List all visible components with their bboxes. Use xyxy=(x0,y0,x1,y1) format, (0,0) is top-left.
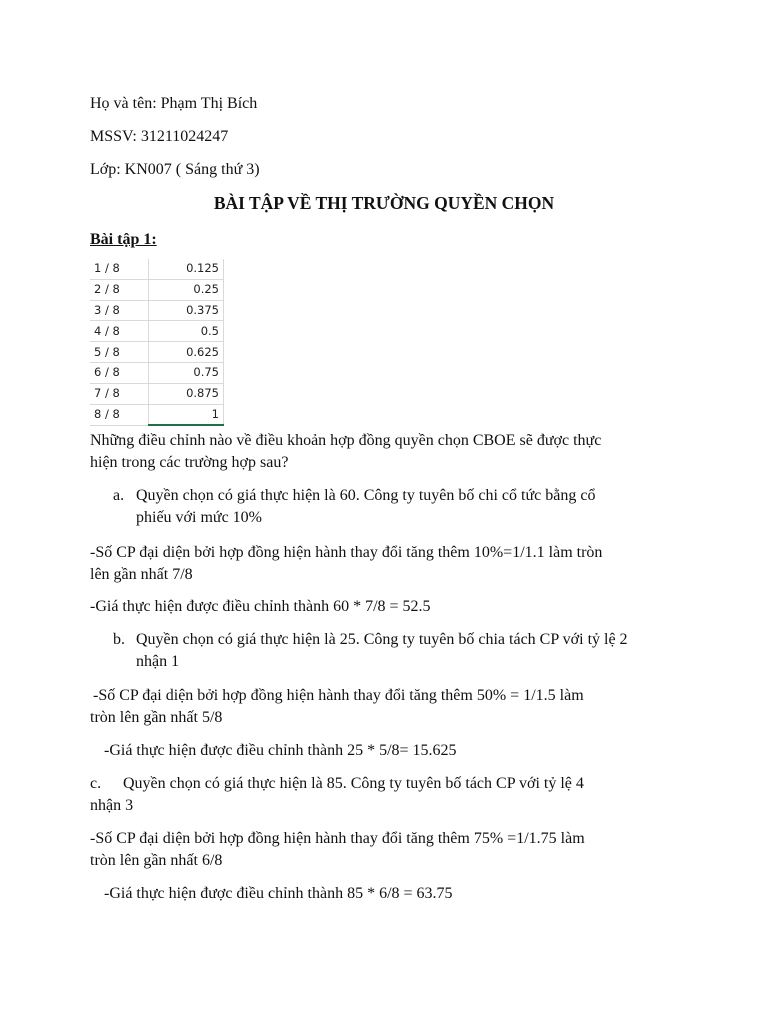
document-title: BÀI TẬP VỀ THỊ TRƯỜNG QUYỀN CHỌN xyxy=(213,193,555,213)
decimal-cell: 0.625 xyxy=(149,342,224,363)
item-c-line-1: Quyền chọn có giá thực hiện là 85. Công ty tuyên bố tách CP với tỷ lệ 4 xyxy=(123,775,584,792)
fraction-cell: 7 / 8 xyxy=(90,383,149,404)
decimal-cell: 0.125 xyxy=(149,259,224,279)
decimal-cell: 0.375 xyxy=(149,300,224,321)
item-b-line-2: nhận 1 xyxy=(136,653,180,670)
question-line-1: Những điều chỉnh nào về điều khoản hợp đồng quyền chọn CBOE sẽ được thực xyxy=(90,432,602,449)
table-row xyxy=(90,342,224,363)
item-b-answer-2: -Giá thực hiện được điều chỉnh thành 25 * 5/8= 15.625 xyxy=(104,742,457,759)
item-a-marker: a. xyxy=(113,487,125,504)
decimal-cell: 0.875 xyxy=(149,383,224,404)
fraction-cell: 5 / 8 xyxy=(90,342,149,363)
item-a-answer-2: -Giá thực hiện được điều chỉnh thành 60 * 7/8 = 52.5 xyxy=(90,598,431,615)
item-b-marker: b. xyxy=(113,631,125,648)
fraction-cell: 6 / 8 xyxy=(90,362,149,383)
student-class: Lớp: KN007 ( Sáng thứ 3) xyxy=(90,161,260,178)
item-c-answer-2: -Giá thực hiện được điều chỉnh thành 85 * 6/8 = 63.75 xyxy=(104,885,453,902)
fraction-cell: 1 / 8 xyxy=(90,259,149,279)
item-c-marker: c. xyxy=(90,775,102,792)
fraction-cell: 3 / 8 xyxy=(90,300,149,321)
fraction-cell: 2 / 8 xyxy=(90,279,149,300)
decimal-cell: 0.75 xyxy=(149,362,224,383)
item-a-answer-1-line-2: lên gần nhất 7/8 xyxy=(90,566,193,583)
item-a-answer-1-line-1: -Số CP đại diện bởi hợp đồng hiện hành thay đổi tăng thêm 10%=1/1.1 làm tròn xyxy=(90,544,603,561)
item-c-answer-1-line-1: -Số CP đại diện bởi hợp đồng hiện hành thay đổi tăng thêm 75% =1/1.75 làm xyxy=(90,830,585,847)
question-line-2: hiện trong các trường hợp sau? xyxy=(90,454,289,471)
table-row xyxy=(90,362,224,383)
fraction-cell: 4 / 8 xyxy=(90,321,149,342)
student-name: Họ và tên: Phạm Thị Bích xyxy=(90,95,258,112)
table-row xyxy=(90,300,224,321)
table-row xyxy=(90,279,224,300)
item-b-answer-1-line-2: tròn lên gần nhất 5/8 xyxy=(90,709,223,726)
section-heading: Bài tập 1: xyxy=(90,231,157,248)
item-b-line-1: Quyền chọn có giá thực hiện là 25. Công ty tuyên bố chia tách CP với tỷ lệ 2 xyxy=(136,631,628,648)
item-c-answer-1-line-2: tròn lên gần nhất 6/8 xyxy=(90,852,223,869)
item-a-line-1: Quyền chọn có giá thực hiện là 60. Công ty tuyên bố chi cổ tức bằng cổ xyxy=(136,487,596,504)
table-row xyxy=(90,404,224,425)
fraction-table xyxy=(90,259,224,426)
item-b xyxy=(113,629,693,651)
student-id: MSSV: 31211024247 xyxy=(90,128,229,145)
decimal-cell: 0.25 xyxy=(149,279,224,300)
item-b-answer-1-line-1: -Số CP đại diện bởi hợp đồng hiện hành thay đổi tăng thêm 50% = 1/1.5 làm xyxy=(93,687,584,704)
item-c xyxy=(90,773,584,795)
item-a-line-2: phiếu với mức 10% xyxy=(136,509,262,526)
table-row xyxy=(90,259,224,279)
table-row xyxy=(90,321,224,342)
decimal-cell: 1 xyxy=(149,404,224,425)
table-row xyxy=(90,383,224,404)
fraction-cell: 8 / 8 xyxy=(90,404,149,425)
item-c-line-2: nhận 3 xyxy=(90,797,134,814)
item-a xyxy=(113,485,693,507)
decimal-cell: 0.5 xyxy=(149,321,224,342)
